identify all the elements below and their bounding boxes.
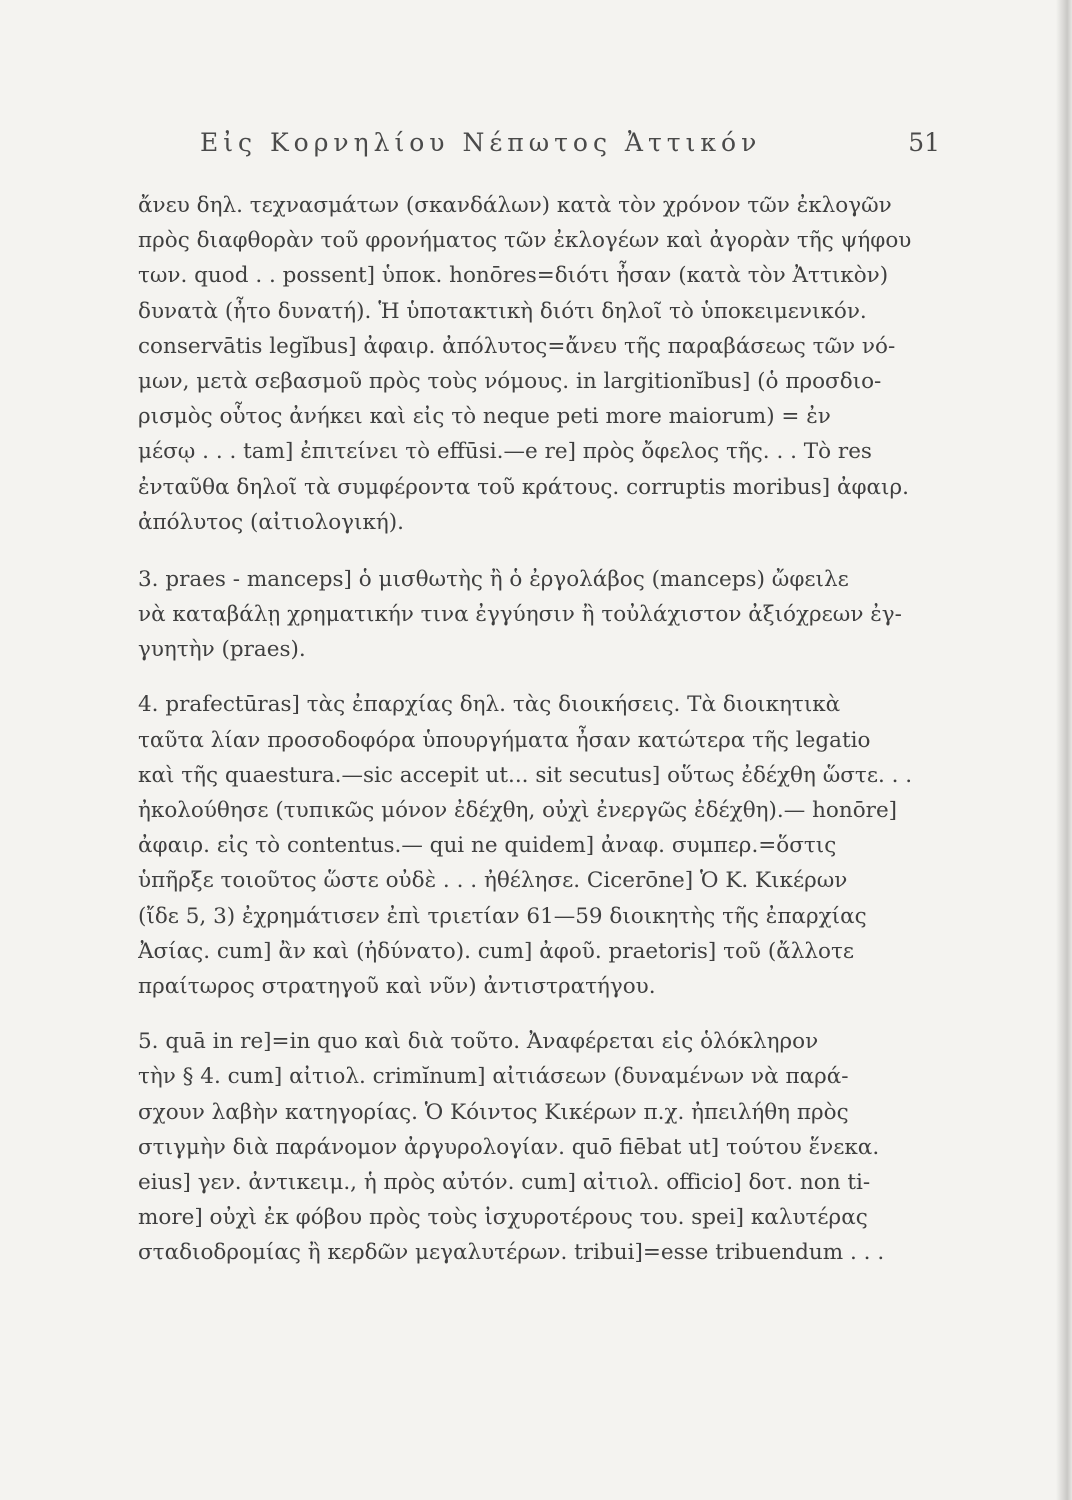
text-line: (ἴδε 5, 3) ἐχρημάτισεν ἐπὶ τριετίαν 61—59 διοικητὴς τῆς ἐπαρχίας [138,903,867,929]
text-line: ἀπόλυτος (αἰτιολογική). [138,509,404,535]
running-title: Εἰς Κορνηλίου Νέπωτος Ἀττικόν [200,128,762,157]
text-line: 4. prafectūras] τὰς ἐπαρχίας δηλ. τὰς διοικήσεις. Τὰ διοικητικὰ [138,692,841,718]
text-line: Ἀσίας. cum] ἂν καὶ (ἠδύνατο). cum] ἀφοῦ. praetoris] τοῦ (ἄλλοτε [138,938,854,964]
commentary-body [138,188,953,1270]
text-line: conservātis legĭbus] ἀφαιρ. ἀπόλυτος=ἄνευ τῆς παραβάσεως τῶν νό- [138,333,896,359]
paragraph-4 [138,687,953,1004]
text-line: των. quod . . possent] ὑποκ. honōres=διότι ἦσαν (κατὰ τὸν Ἀττικὸν) [138,263,889,289]
text-line: πραίτωρος στρατηγοῦ καὶ νῦν) ἀντιστρατήγου. [138,973,656,999]
text-line: eius] γεν. ἀντικειμ., ἡ πρὸς αὐτόν. cum] αἰτιολ. officio] δοτ. non ti- [138,1169,871,1195]
text-line: μέσῳ . . . tam] ἐπιτείνει τὸ effūsi.—e re] πρὸς ὄφελος τῆς. . . Τὸ res [138,439,872,465]
text-line: καὶ τῆς quaestura.—sic accepit ut... sit secutus] οὕτως ἐδέχθη ὥστε. . . [138,762,913,788]
text-line: ρισμὸς οὗτος ἀνήκει καὶ εἰς τὸ neque peti more maiorum) = ἐν [138,404,831,430]
text-line: σταδιοδρομίας ἢ κερδῶν μεγαλυτέρων. tribui]=esse tribuendum . . . [138,1240,885,1266]
text-line: γυητὴν (praes). [138,637,306,663]
paragraph-5 [138,1024,953,1270]
paragraph-3 [138,562,953,668]
text-line: ἠκολούθησε (τυπικῶς μόνον ἐδέχθη, οὐχὶ ἐνεργῶς ἐδέχθη).— honōre] [138,798,898,823]
text-line: νὰ καταβάλῃ χρηματικήν τινα ἐγγύησιν ἢ τοὐλάχιστον ἀξιόχρεων ἐγ- [138,602,902,628]
text-line: σχουν λαβὴν κατηγορίας. Ὁ Κόιντος Κικέρων π.χ. ἠπειλήθη πρὸς [138,1099,849,1125]
page-number: 51 [908,128,940,157]
text-line: more] οὐχὶ ἐκ φόβου πρὸς τοὺς ἰσχυροτέρους του. spei] καλυτέρας [138,1205,868,1231]
text-line: τὴν § 4. cum] αἰτιολ. crimĭnum] αἰτιάσεων (δυναμένων νὰ παρά- [138,1064,849,1090]
text-line: ταῦτα λίαν προσοδοφόρα ὑπουργήματα ἦσαν κατώτερα τῆς legatio [138,727,871,753]
page-header [170,128,940,168]
text-line: ἄνευ δηλ. τεχνασμάτων (σκανδάλων) κατὰ τὸν χρόνον τῶν ἐκλογῶν [138,193,892,218]
paragraph-1 [138,188,953,540]
text-line: πρὸς διαφθορὰν τοῦ φρονήματος τῶν ἐκλογέων καὶ ἀγορὰν τῆς ψήφου [138,228,912,254]
text-line: ἐνταῦθα δηλοῖ τὰ συμφέροντα τοῦ κράτους. corruptis moribus] ἀφαιρ. [138,474,909,500]
text-line: 5. quā in re]=in quo καὶ διὰ τοῦτο. Ἀναφέρεται εἰς ὁλόκληρον [138,1029,819,1055]
text-line: 3. praes - manceps] ὁ μισθωτὴς ἢ ὁ ἐργολάβος (manceps) ὤφειλε [138,566,849,592]
text-line: στιγμὴν διὰ παράνομον ἀργυρολογίαν. quō fiēbat ut] τούτου ἕνεκα. [138,1134,880,1160]
text-line: ὑπῆρξε τοιοῦτος ὥστε οὐδὲ . . . ἠθέλησε. Cicerōne] Ὁ Κ. Κικέρων [138,868,848,894]
text-line: ἀφαιρ. εἰς τὸ contentus.— qui ne quidem] ἀναφ. συμπερ.=ὅστις [138,833,837,859]
text-line: δυνατὰ (ἦτο δυνατή). Ἡ ὑποτακτικὴ διότι δηλοῖ τὸ ὑποκειμενικόν. [138,298,867,324]
text-line: μων, μετὰ σεβασμοῦ πρὸς τοὺς νόμους. in largitionĭbus] (ὁ προσδιο- [138,368,882,394]
page-binding-edge [1056,0,1072,1500]
